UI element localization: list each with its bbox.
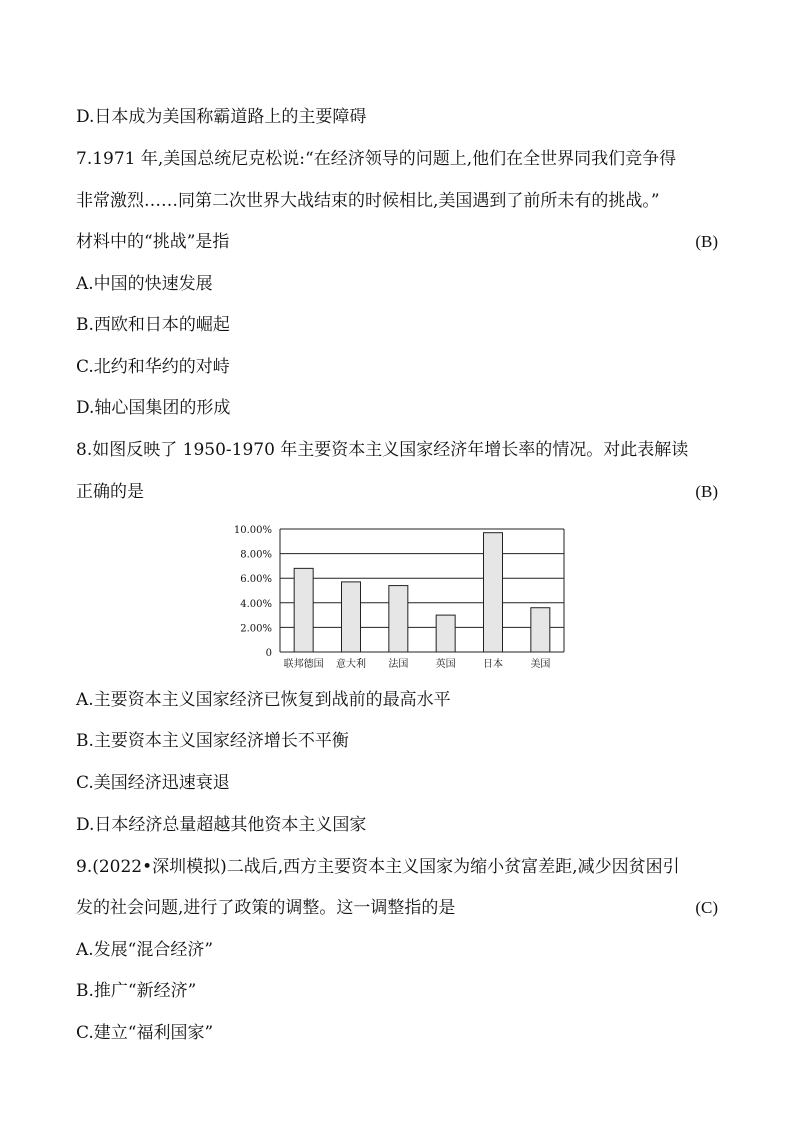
question-9-answer: (C)	[695, 898, 718, 917]
question-8-option-c: C.美国经济迅速衰退	[76, 773, 230, 793]
y-tick-label: 4.00%	[240, 598, 272, 610]
y-tick-label: 8.00%	[240, 549, 272, 561]
question-9-option-b: B.推广“新经济”	[76, 981, 197, 1001]
growth-rate-bar-chart	[228, 516, 573, 674]
question-7-option-c: C.北约和华约的对峙	[76, 357, 230, 377]
y-tick-label: 10.00%	[233, 525, 272, 536]
question-7-stem-line-2: 非常激烈……同第二次世界大战结束的时候相比,美国遇到了前所未有的挑战。”	[76, 191, 660, 211]
chart-bar-4	[484, 533, 503, 652]
question-8-option-b: B.主要资本主义国家经济增长不平衡	[76, 731, 349, 751]
question-9-option-c: C.建立“福利国家”	[76, 1023, 214, 1043]
y-tick-label: 6.00%	[240, 574, 272, 586]
x-category-label: 联邦德国	[283, 659, 324, 670]
chart-bar-5	[531, 608, 550, 652]
question-6-option-d: D.日本成为美国称霸道路上的主要障碍	[76, 107, 367, 127]
question-8-stem-line-2: 正确的是	[76, 482, 144, 502]
x-category-label: 美国	[530, 659, 551, 670]
chart-bar-2	[389, 586, 408, 652]
question-9-option-a: A.发展“混合经济”	[76, 940, 214, 960]
question-8-option-d: D.日本经济总量超越其他资本主义国家	[76, 815, 367, 835]
y-tick-label: 0	[265, 648, 272, 659]
question-9-stem-line-2: 发的社会问题,进行了政策的调整。这一调整指的是	[76, 898, 456, 918]
question-8-option-a: A.主要资本主义国家经济已恢复到战前的最高水平	[76, 690, 451, 710]
x-category-label: 意大利	[336, 659, 366, 670]
x-category-label: 法国	[388, 659, 409, 670]
y-tick-label: 2.00%	[240, 623, 272, 635]
x-category-label: 日本	[483, 659, 503, 670]
question-7-answer: (B)	[695, 232, 718, 251]
question-9-stem-line-1: 9.(2022•深圳模拟)二战后,西方主要资本主义国家为缩小贫富差距,减少因贫困引	[76, 857, 680, 877]
chart-bar-0	[294, 568, 313, 652]
question-7-option-a: A.中国的快速发展	[76, 274, 213, 294]
question-7-stem-line-3: 材料中的“挑战”是指	[76, 232, 230, 252]
chart-bar-1	[342, 582, 361, 652]
question-7-option-b: B.西欧和日本的崛起	[76, 315, 230, 335]
x-category-label: 英国	[435, 659, 456, 670]
question-7-stem-line-1: 7.1971 年,美国总统尼克松说:“在经济领导的问题上,他们在全世界同我们竞争得	[76, 149, 677, 169]
question-8-stem-line-1: 8.如图反映了 1950-1970 年主要资本主义国家经济年增长率的情况。对此表解读	[76, 440, 689, 460]
question-7-option-d: D.轴心国集团的形成	[76, 398, 231, 418]
question-8-answer: (B)	[695, 482, 718, 501]
chart-bar-3	[436, 615, 455, 652]
